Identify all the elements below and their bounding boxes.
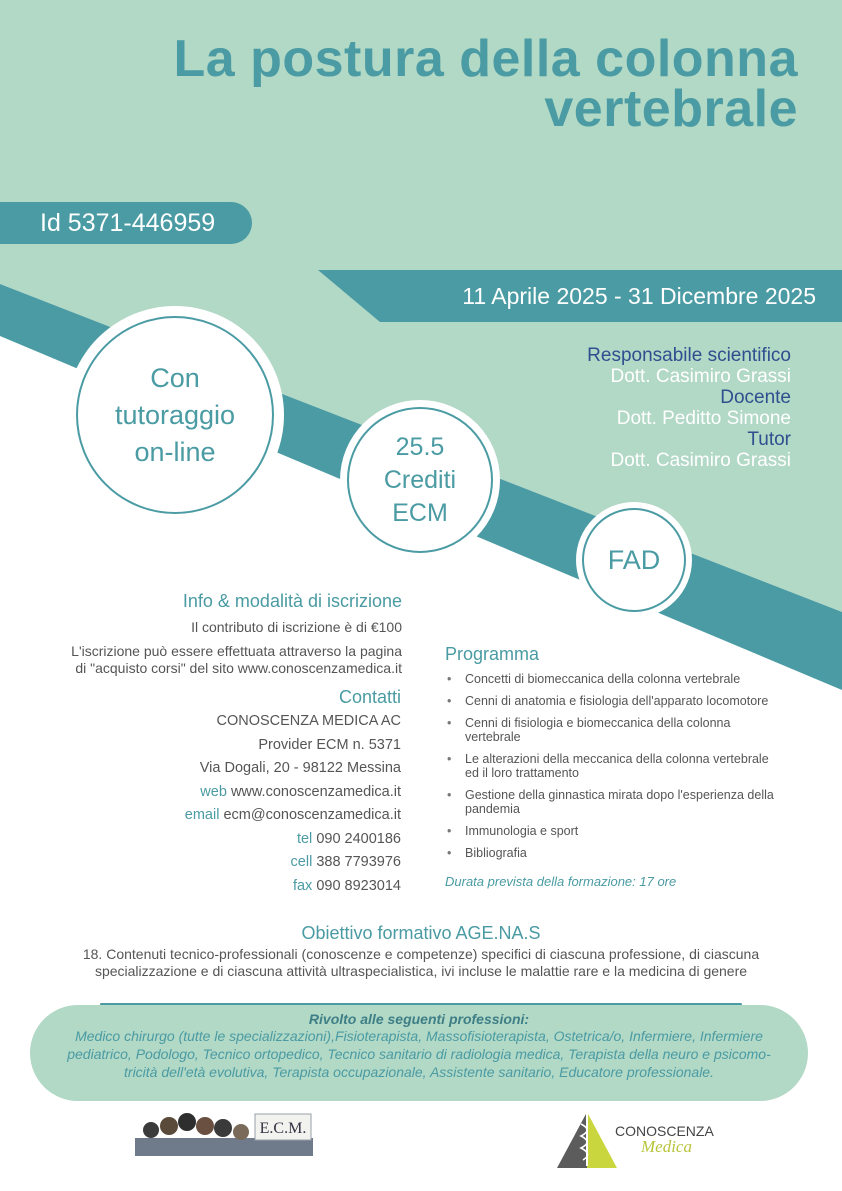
tutoring-line-2: tutoraggio [114,399,236,430]
credits-line-3: ECM [392,498,448,527]
audience-line-1: Medico chirurgo (tutte le specializzazioni),Fisioterapista, Massofisioterapista, Ostetrica/o, Infermiere, Infermiere [75,1028,763,1044]
ecm-logo [135,1108,313,1156]
info-signup-line-1: L'iscrizione può essere effettuata attraverso la pagina [71,643,402,659]
contact-email-row[interactable] [150,804,401,828]
program-item-text: Immunologia e sport [465,824,579,838]
audience-heading: Rivolto alle seguenti professioni: [308,1011,530,1027]
program-item [445,846,805,860]
objective-heading: Obiettivo formativo AGE.NA.S [301,923,541,943]
info-fee: Il contributo di iscrizione è di €100 [191,619,402,635]
contact-web-label: web [200,783,227,800]
logo-pyramid-right [587,1112,617,1168]
program-section [445,644,805,889]
tutoring-badge [66,306,284,524]
contact-fax-row [150,875,401,899]
info-signup-line-2: di "acquisto corsi" del sito www.conoscenzamedica.it [75,660,402,676]
tutoring-line-1: Con [150,362,200,393]
credits-line-2: Crediti [383,465,457,494]
logo-brand-line-2: Medica [641,1137,692,1156]
program-item-text: Gestione della ginnastica mirata dopo l'esperienza della [465,788,774,802]
staff-name-scientific: Dott. Casimiro Grassi [610,366,791,387]
contact-cell-row [150,851,401,875]
contact-tel-value: 090 2400186 [316,830,401,847]
course-id-badge: Id 5371-446959 [0,202,252,244]
course-dates: 11 Aprile 2025 - 31 Dicembre 2025 [462,283,816,309]
program-item-text: Concetti di biomeccanica della colonna vertebrale [465,672,741,686]
ecm-figure [160,1117,178,1135]
program-item-text: Cenni di fisiologia e biomeccanica della colonna [465,716,731,730]
staff-role-scientific: Responsabile scientifico [587,345,791,366]
program-list [445,672,805,860]
contacts-heading: Contatti [338,687,401,707]
staff-role-teacher: Docente [720,387,791,408]
objective-section [60,922,782,980]
contact-fax-label: fax [292,877,313,894]
logo-brand-line-1: CONOSCENZA [615,1123,714,1139]
contact-tel-row [150,828,401,852]
title-line-1: La postura della colonna [173,30,798,88]
info-heading: Info & modalità di iscrizione [182,591,402,611]
ecm-figure [196,1117,214,1135]
title-line-2: vertebrale [544,80,798,138]
fad-badge [576,502,692,618]
program-item-text-cont: ed il loro trattamento [465,766,579,780]
ecm-logo-backdrop [135,1138,313,1156]
contact-email-label: email [184,807,220,823]
info-section [40,590,402,677]
credits-badge [340,400,500,560]
page-title [40,30,798,138]
program-item-text: Bibliografia [465,846,527,860]
staff-block [480,345,791,471]
program-item-text: Cenni di anatomia e fisiologia dell'apparato locomotore [465,694,769,708]
audience-line-3: tricità dell'età evolutiva, Terapista occupazionale, Assistente sanitario, Educatore professionale. [124,1064,714,1080]
contact-fax-value: 090 8923014 [316,877,401,894]
fad-label: FAD [607,544,661,575]
contact-cell-label: cell [290,854,313,870]
tutoring-line-3: on-line [134,436,216,467]
staff-name-teacher: Dott. Peditto Simone [616,408,791,429]
program-item [445,752,805,780]
program-item [445,824,805,838]
ecm-figure [233,1124,249,1140]
contact-web-row[interactable] [150,781,401,805]
objective-line-2: specializzazione e di ciascuna attività ultraspecialistica, ivi incluse le malattie rare e la medicina di genere [94,963,748,979]
staff-name-tutor: Dott. Casimiro Grassi [610,450,791,471]
program-item [445,672,805,686]
ecm-figure [214,1119,232,1137]
ecm-figure [178,1113,196,1131]
contact-tel-label: tel [296,830,313,847]
program-item-text: Le alterazioni della meccanica della colonna vertebrale [465,752,769,766]
contact-web-link[interactable]: www.conoscenzamedica.it [230,783,401,800]
program-duration: Durata prevista della formazione: 17 ore [445,874,677,889]
contact-provider: Provider ECM n. 5371 [258,736,401,753]
conoscenza-medica-logo [555,1108,735,1170]
audience-pill [30,1005,808,1101]
program-item-text-cont: pandemia [465,802,520,816]
ecm-figure [143,1122,159,1138]
objective-line-1: 18. Contenuti tecnico-professionali (conoscenze e competenze) specifici di ciascuna professione, di ciascuna [82,946,760,962]
contacts-section [150,686,401,898]
program-item [445,694,805,708]
contact-cell-value: 388 7793976 [316,854,401,870]
contact-company: CONOSCENZA MEDICA AC [216,713,401,729]
program-item [445,788,805,816]
credits-value: 25.5 [395,432,445,461]
contact-email-link[interactable]: ecm@conoscenzamedica.it [223,807,401,823]
logo-pyramid-left [557,1112,587,1168]
staff-role-tutor: Tutor [747,429,791,450]
program-item [445,716,805,744]
program-heading: Programma [445,644,540,664]
program-item-text-cont: vertebrale [465,730,521,744]
audience-line-2: pediatrico, Podologo, Tecnico ortopedico, Tecnico sanitario di radiologia medica, Terapista della neuro e psicomo- [67,1046,771,1062]
ecm-label: E.C.M. [259,1120,307,1137]
contact-address: Via Dogali, 20 - 98122 Messina [199,760,401,776]
